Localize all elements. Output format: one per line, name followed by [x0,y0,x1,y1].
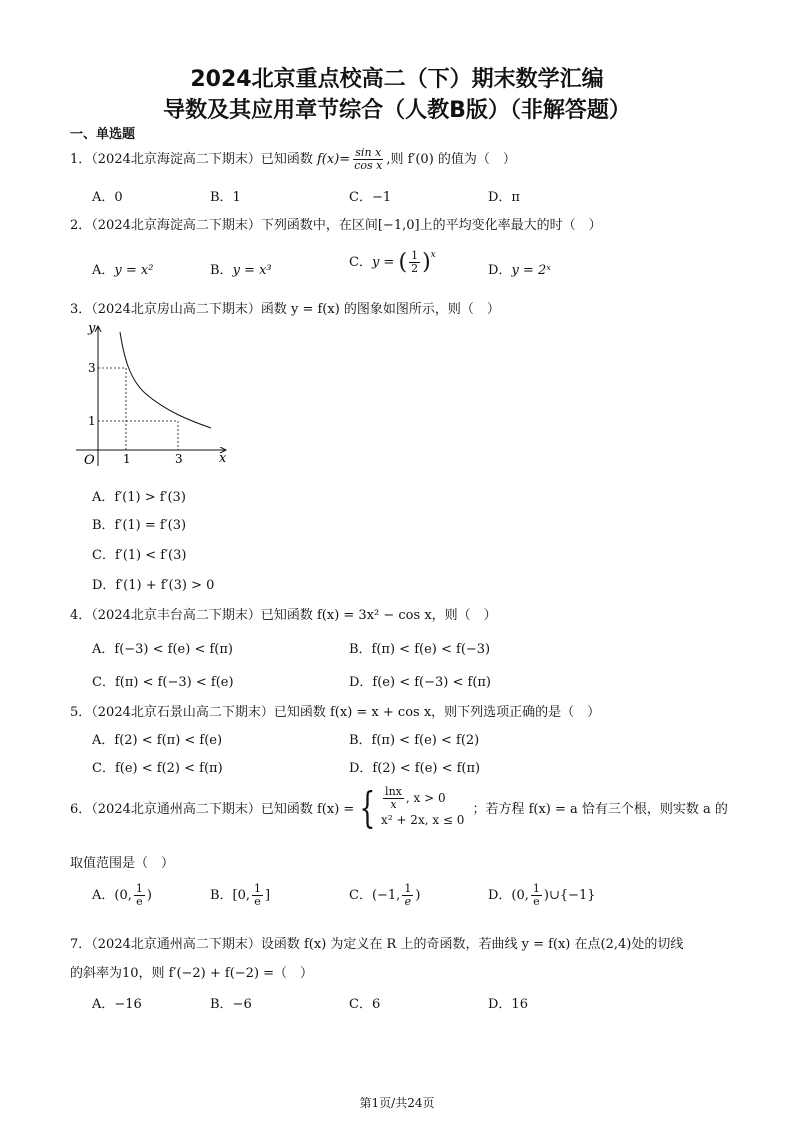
q6-line-2: 取值范围是（ ） [70,856,175,871]
q2-c-num: 1 [411,249,419,262]
q5-option-b: B．f(π) < f(e) < f(2) [349,733,480,748]
q6-b-pre: B．[0, [210,888,251,903]
q6-b-den: e [254,895,261,908]
q7-option-a: A．−16 [92,997,142,1012]
curve [120,332,211,428]
q6-option-b [210,883,270,908]
question-2: 2．（2024北京海淀高二下期末）下列函数中，在区间[−1,0]上的平均变化率最大的时（ ） [70,218,602,233]
q6-case1-den: x [390,798,397,811]
q6-option-a [92,883,152,908]
q6-b-num: 1 [254,882,262,895]
graph-origin: O [84,453,95,468]
q6-case-1 [381,786,464,811]
question-4: 4．（2024北京丰台高二下期末）已知函数 f(x) = 3x² − cos x，则（ ） [70,608,497,623]
graph-y-tick-1: 1 [88,414,96,428]
q2-c-label: C． [349,255,372,270]
question-5: 5．（2024北京石景山高二下期末）已知函数 f(x) = x + cos x，则下列选项正确的是（ ） [70,705,601,720]
q1-option-d: D．π [488,190,520,205]
graph-y-tick-3: 3 [88,361,96,375]
q6-prefix: 6．（2024北京通州高二下期末）已知函数 f(x) = [70,802,355,817]
q6-c-den: e [404,895,412,908]
q1-option-c: C．−1 [349,190,392,205]
q4-option-d: D．f(e) < f(−3) < f(π) [349,675,492,690]
q5-option-d: D．f(2) < f(e) < f(π) [349,761,481,776]
q2-b-label: B． [210,263,233,278]
q1-suffix: ,则 f′(0) 的值为（ ） [386,152,516,167]
q6-d-post: )∪{−1} [543,888,596,903]
section-heading: 一、单选题 [70,127,136,142]
q7-option-c: C．6 [349,997,381,1012]
q6-cases [381,786,464,829]
question-7-line-1: 7．（2024北京通州高二下期末）设函数 f(x) 为定义在 R 上的奇函数，若曲线 y = f(x) 在点(2,4)处的切线 [70,937,684,952]
q6-case1-num: lnx [385,785,402,798]
q6-c-num: 1 [404,882,412,895]
q2-option-d [488,259,551,278]
q6-c-pre: C．(−1, [349,888,401,903]
q2-c-den: 2 [411,262,419,275]
q6-a-post: ) [146,888,152,903]
q6-b-post: ] [265,888,271,903]
q2-option-c: C．y = ( $\frac{1}{2}$ ) $^x$ [349,249,436,275]
q6-option-c [349,883,420,908]
graph-y-label: y [88,321,96,336]
q7-option-d: D．16 [488,997,528,1012]
question-7-line-2: 的斜率为10，则 f′(−2) + f(−2) =（ ） [70,966,314,981]
q7-option-b: B．−6 [210,997,252,1012]
graph-x-label: x [219,451,227,466]
page-footer: 第1页/共24页 [359,1096,435,1110]
q6-case-2: x² + 2x, x ≤ 0 [381,813,465,827]
q2-a-math: y = x² [114,263,154,278]
q3-option-c: C．f′(1) < f′(3) [92,548,187,563]
q1-option-a: A．0 [92,190,123,205]
q4-option-a: A．f(−3) < f(e) < f(π) [92,642,233,657]
q3-option-a: A．f′(1) > f′(3) [92,490,186,505]
q6-option-d [488,883,596,908]
q5-option-c: C．f(e) < f(2) < f(π) [92,761,223,776]
graph-x-tick-3: 3 [175,452,183,466]
q6-d-den: e [533,895,540,908]
q1-fraction [352,147,384,172]
q3-option-b: B．f′(1) = f′(3) [92,518,187,533]
q6-brace: { [359,782,376,832]
question-3: 3．（2024北京房山高二下期末）函数 y = f(x) 的图象如图所示，则（ ） [70,302,500,317]
q2-a-label: A． [92,263,115,278]
title-line-2: 导数及其应用章节综合（人教B版）（非解答题） [163,98,631,123]
q6-case1-cond: , x > 0 [405,791,446,805]
q2-option-a [92,259,153,278]
question-6 [70,782,728,832]
q2-c-exp: x [430,250,436,260]
graph-x-tick-1: 1 [123,452,131,466]
q4-option-c: C．f(π) < f(−3) < f(e) [92,675,234,690]
q6-a-num: 1 [135,882,143,895]
q1-fx: f(x)= [317,152,351,167]
q3-function-graph [66,318,236,470]
q2-option-b [210,259,272,278]
q3-option-d: D．f′(1) + f′(3) > 0 [92,578,215,593]
q2-c-pre: y = [371,255,395,270]
q2-d-label: D． [488,263,512,278]
q6-d-pre: D．(0, [488,888,529,903]
q4-option-b: B．f(π) < f(e) < f(−3) [349,642,491,657]
q1-prefix: 1．（2024北京海淀高二下期末）已知函数 [70,152,313,167]
q5-option-a: A．f(2) < f(π) < f(e) [92,733,223,748]
q6-suffix: ；若方程 f(x) = a 恰有三个根，则实数 a 的 [472,802,728,817]
q2-c-fraction [409,250,420,275]
q6-a-pre: A．(0, [92,888,132,903]
q2-b-math: y = x³ [232,263,272,278]
q1-frac-den: cos x [354,159,383,172]
q1-frac-num: sin x [355,146,382,159]
q6-d-num: 1 [532,882,540,895]
q2-d-math: y = 2ˣ [511,263,551,278]
title-line-1: 2024北京重点校高二（下）期末数学汇编 [190,67,604,92]
q6-a-den: e [136,895,143,908]
question-1 [70,147,516,172]
q1-option-b: B．1 [210,190,241,205]
q6-c-post: ) [415,888,421,903]
